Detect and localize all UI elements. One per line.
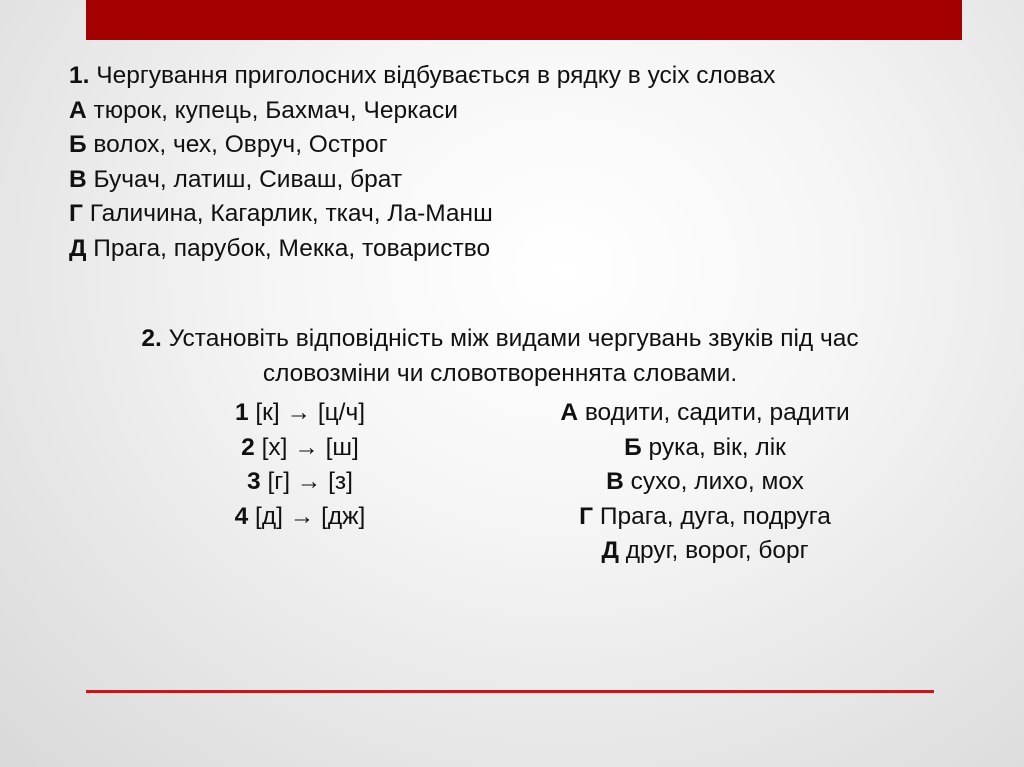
option-text: Галичина, Кагарлик, ткач, Ла-Манш [89, 200, 493, 227]
word-group-d [470, 534, 940, 569]
word-group-letter: Д [601, 537, 626, 564]
question-2-number: 2. [141, 325, 169, 352]
alternation-number: 2 [241, 433, 262, 461]
question-2-text-1: Установіть відповідність між видами чергувань звуків під час [168, 325, 859, 352]
question-1-title [69, 59, 949, 94]
option-text: Прага, парубок, Мекка, товариство [93, 234, 491, 262]
question-1-number: 1. [69, 62, 97, 89]
alternation-number: 3 [247, 468, 268, 495]
question-1 [69, 59, 949, 266]
q1-option-a [69, 94, 949, 129]
word-group-letter: А [560, 399, 585, 426]
alternation-4 [170, 500, 430, 535]
question-2-line-1 [60, 322, 940, 357]
word-group-text: друг, ворог, борг [625, 537, 809, 564]
word-group-text: сухо, лихо, мох [630, 468, 804, 495]
word-group-a [470, 396, 940, 431]
question-2-title [60, 322, 940, 391]
alternation-number: 4 [234, 502, 256, 530]
option-letter: В [69, 165, 94, 193]
option-text: тюрок, купець, Бахмач, Черкаси [93, 96, 458, 124]
option-letter: А [69, 96, 94, 124]
q1-option-d [69, 232, 949, 267]
alternation-text: [д] → [дж] [255, 502, 366, 530]
word-group-letter: В [606, 468, 631, 495]
word-group-v [470, 465, 940, 500]
alternation-number: 1 [234, 399, 256, 426]
sound-alternations-list [170, 396, 430, 534]
question-2-text-2: словозміни чи словотвореннята словами. [262, 359, 738, 387]
top-accent-bar [86, 0, 962, 40]
alternation-text: [к] → [ц/ч] [255, 399, 366, 426]
word-group-letter: Г [579, 502, 600, 530]
option-letter: Д [69, 234, 94, 262]
q1-option-b [69, 128, 949, 163]
option-text: волох, чех, Овруч, Острог [93, 131, 388, 158]
alternation-3 [170, 465, 430, 500]
option-letter: Б [69, 131, 94, 158]
word-group-text: Прага, дуга, подруга [599, 502, 831, 530]
word-groups-list [470, 396, 940, 569]
word-group-b [470, 431, 940, 466]
alternation-2 [170, 431, 430, 466]
q1-option-h [69, 197, 949, 232]
word-group-letter: Б [624, 433, 649, 461]
question-1-text: Чергування приголосних відбувається в рядку в усіх словах [96, 62, 776, 89]
alternation-text: [х] → [ш] [261, 433, 359, 461]
word-group-text: водити, садити, радити [584, 399, 850, 426]
option-text: Бучач, латиш, Сиваш, брат [93, 165, 403, 193]
option-letter: Г [69, 200, 90, 227]
word-group-h [470, 500, 940, 535]
word-group-text: рука, вік, лік [648, 433, 786, 461]
q1-option-v [69, 163, 949, 198]
bottom-divider [86, 690, 934, 693]
alternation-text: [г] → [з] [267, 468, 353, 495]
alternation-1 [170, 396, 430, 431]
